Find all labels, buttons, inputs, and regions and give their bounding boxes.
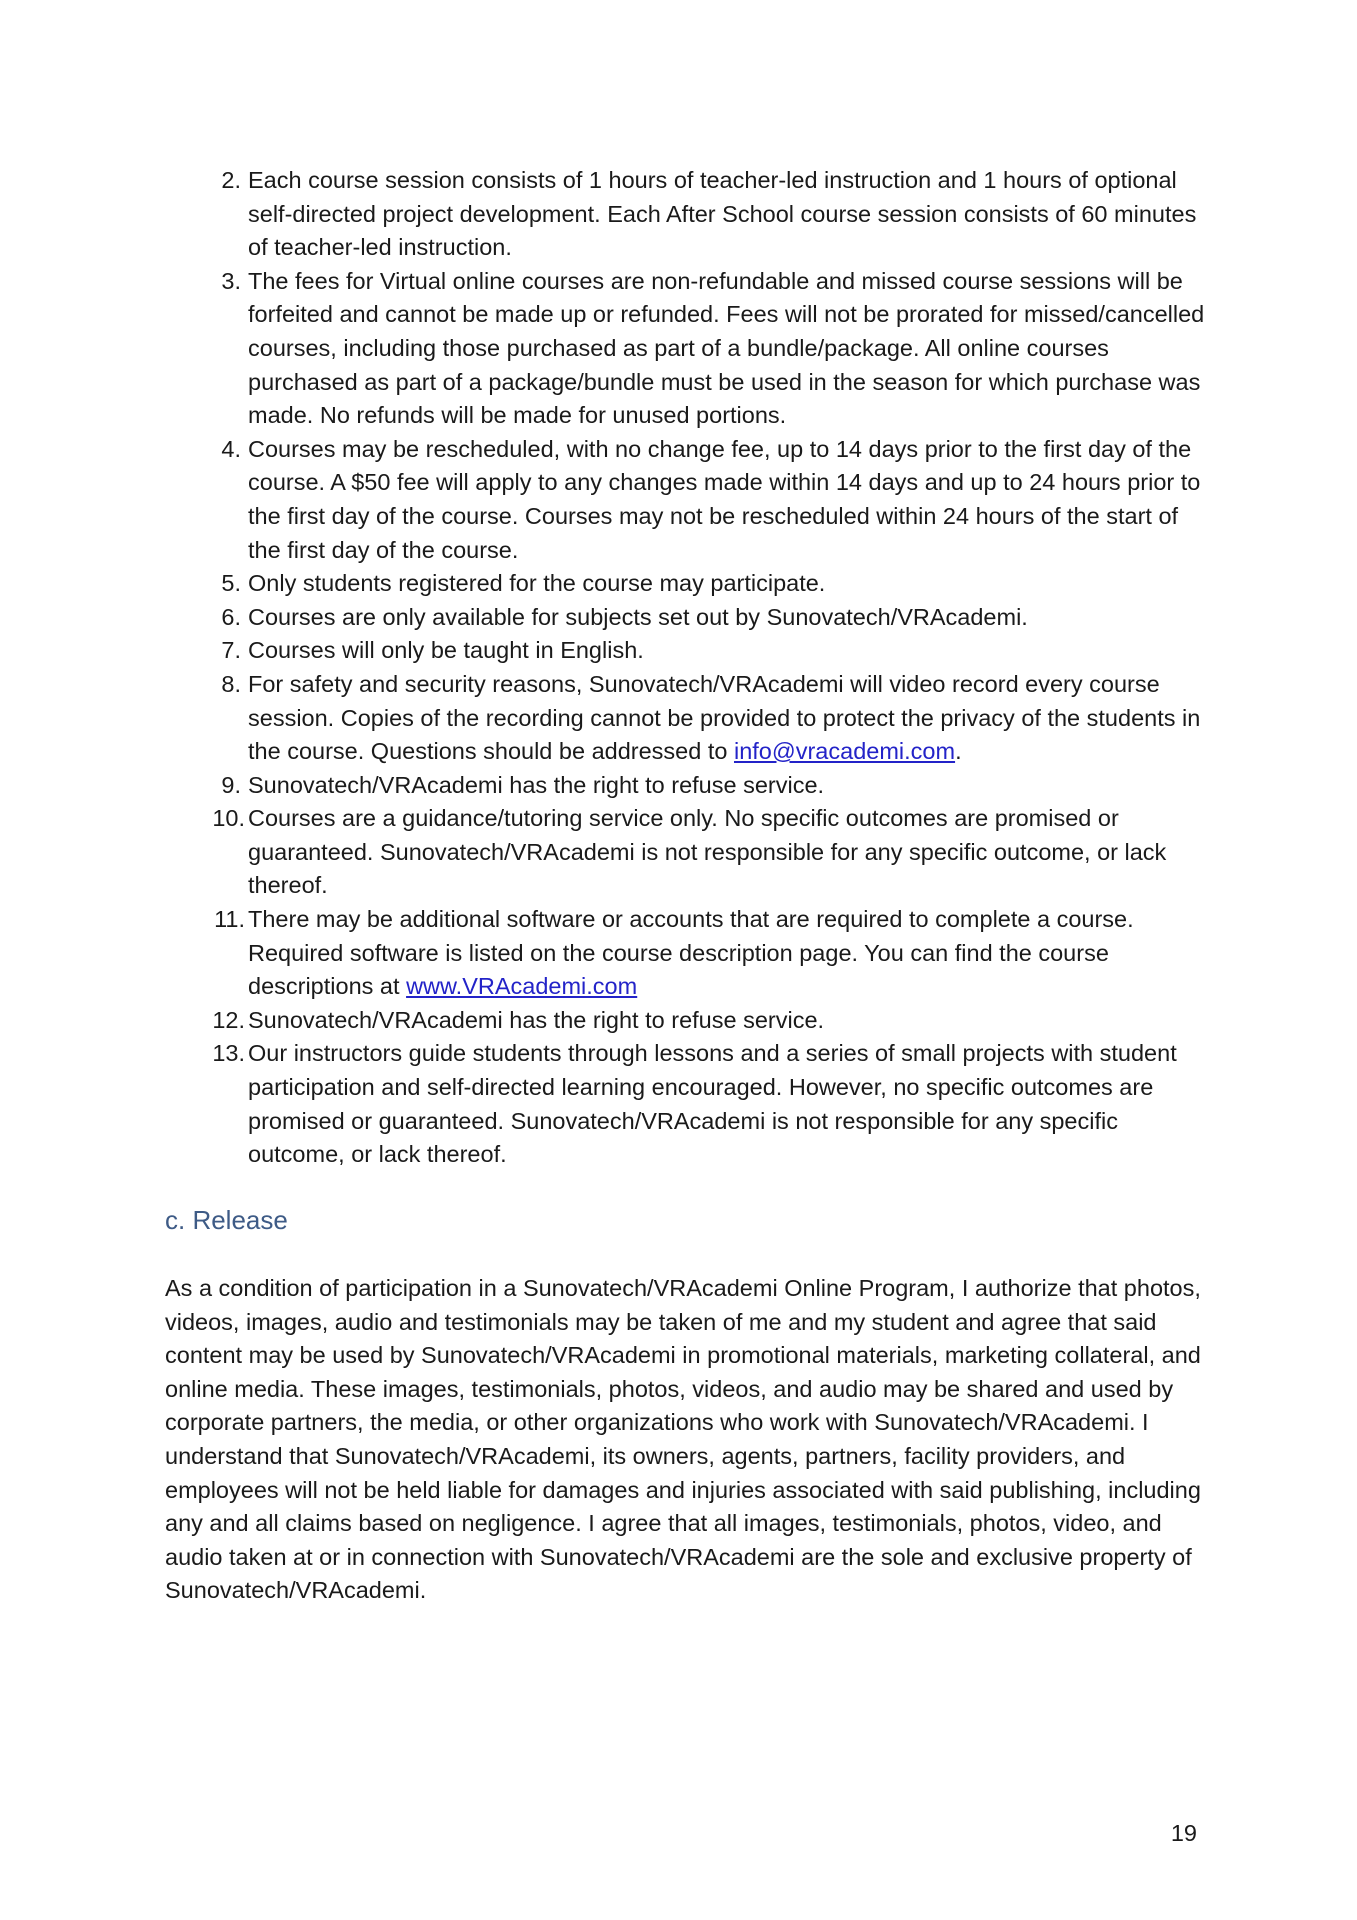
list-item: [205, 802, 1215, 903]
list-number: 4.: [221, 435, 241, 462]
list-number: 2.: [221, 167, 241, 193]
release-paragraph: As a condition of participation in a Sunovatech/VRAcademi Online Program, I authorize that photos, videos, images, audio and testimonials may be taken of me and my student and agree that said content may be used by Sunovatech/VRAcademi in promotional materials, marketing collateral, and online media. These images, testimonials, photos, videos, and audio may be shared and used by corporate partners, the media, or other organizations who work with Sunovatech/VRAcademi. I understand that Sunovatech/VRAcademi, its owners, agents, partners, facility providers, and employees will not be held liable for damages and injuries associated with said publishing, including any and all claims based on negligence. I agree that all images, testimonials, photos, video, and audio taken at or in connection with Sunovatech/VRAcademi are the sole and exclusive property of Sunovatech/VRAcademi.: [165, 1275, 1201, 1604]
terms-list: [205, 164, 1215, 1172]
page-number: 19: [1170, 1820, 1197, 1846]
list-item-text: Courses are only available for subjects set out by Sunovatech/VRAcademi.: [248, 603, 1028, 630]
list-item: [205, 634, 1215, 668]
list-number: 9.: [221, 771, 241, 798]
list-item: [205, 433, 1215, 567]
list-item: [205, 567, 1215, 601]
list-number: 11.: [214, 906, 245, 933]
list-number: 13.: [212, 1040, 245, 1067]
list-item-text: Sunovatech/VRAcademi has the right to refuse service.: [248, 1006, 825, 1033]
list-item: [205, 164, 1215, 265]
list-number: 10.: [212, 805, 245, 832]
list-item-text: Our instructors guide students through lessons and a series of small projects with student participation and self-directed learning encouraged. However, no specific outcomes are promised or guaranteed. Sunovatech/VRAcademi is not responsible for any specific outcome, or lack thereof.: [248, 1040, 1177, 1168]
list-item-text: Courses may be rescheduled, with no change fee, up to 14 days prior to the first day of the course. A $50 fee will apply to any changes made within 14 days and up to 24 hours prior to the first day of the course. Courses may not be rescheduled within 24 hours of the start of the first day of the course.: [248, 435, 1201, 563]
list-item-text: Only students registered for the course may participate.: [248, 570, 826, 597]
list-item-text: Each course session consists of 1 hours of teacher-led instruction and 1 hours of optional self-directed project development. Each After School course session consists of 60 minutes of teacher-led instruction.: [248, 167, 1197, 261]
list-item-text: There may be additional software or accounts that are required to complete a course. Required software is listed on the course description page. You can find the course descriptions at: [248, 906, 1134, 1000]
list-item: [205, 769, 1215, 803]
list-item: [205, 601, 1215, 635]
list-number: 3.: [221, 267, 241, 294]
list-item-text: Sunovatech/VRAcademi has the right to refuse service.: [248, 771, 825, 798]
list-number: 8.: [221, 670, 241, 697]
email-link[interactable]: info@vracademi.com: [733, 738, 956, 765]
list-item-text: Courses will only be taught in English.: [248, 637, 644, 664]
list-item-text: The fees for Virtual online courses are non-refundable and missed course sessions will be forfeited and cannot be made up or refunded. Fees will not be prorated for missed/cancelled courses, including those purchased as part of a bundle/package. All online courses purchased as part of a package/bundle must be used in the season for which purchase was made. No refunds will be made for unused portions.: [248, 267, 1205, 429]
list-item: [205, 265, 1215, 433]
list-item: [205, 668, 1215, 769]
website-link[interactable]: www.VRAcademi.com: [406, 973, 638, 1000]
list-item: [205, 903, 1215, 1004]
list-number: 7.: [221, 637, 241, 664]
list-item-text: Courses are a guidance/tutoring service only. No specific outcomes are promised or guaranteed. Sunovatech/VRAcademi is not responsible for any specific outcome, or lack thereof.: [248, 805, 1167, 899]
list-number: 5.: [221, 570, 241, 597]
list-item-text: For safety and security reasons, Sunovatech/VRAcademi will video record every course session. Copies of the recording cannot be provided to protect the privacy of the students in the course. Questions should be addressed to: [248, 670, 1201, 765]
list-item-text-after: .: [955, 738, 962, 765]
list-item: [205, 1004, 1215, 1038]
list-item: [205, 1037, 1215, 1171]
section-heading-release: c. Release: [165, 1205, 288, 1235]
list-number: 6.: [221, 603, 241, 630]
list-number: 12.: [212, 1006, 245, 1033]
